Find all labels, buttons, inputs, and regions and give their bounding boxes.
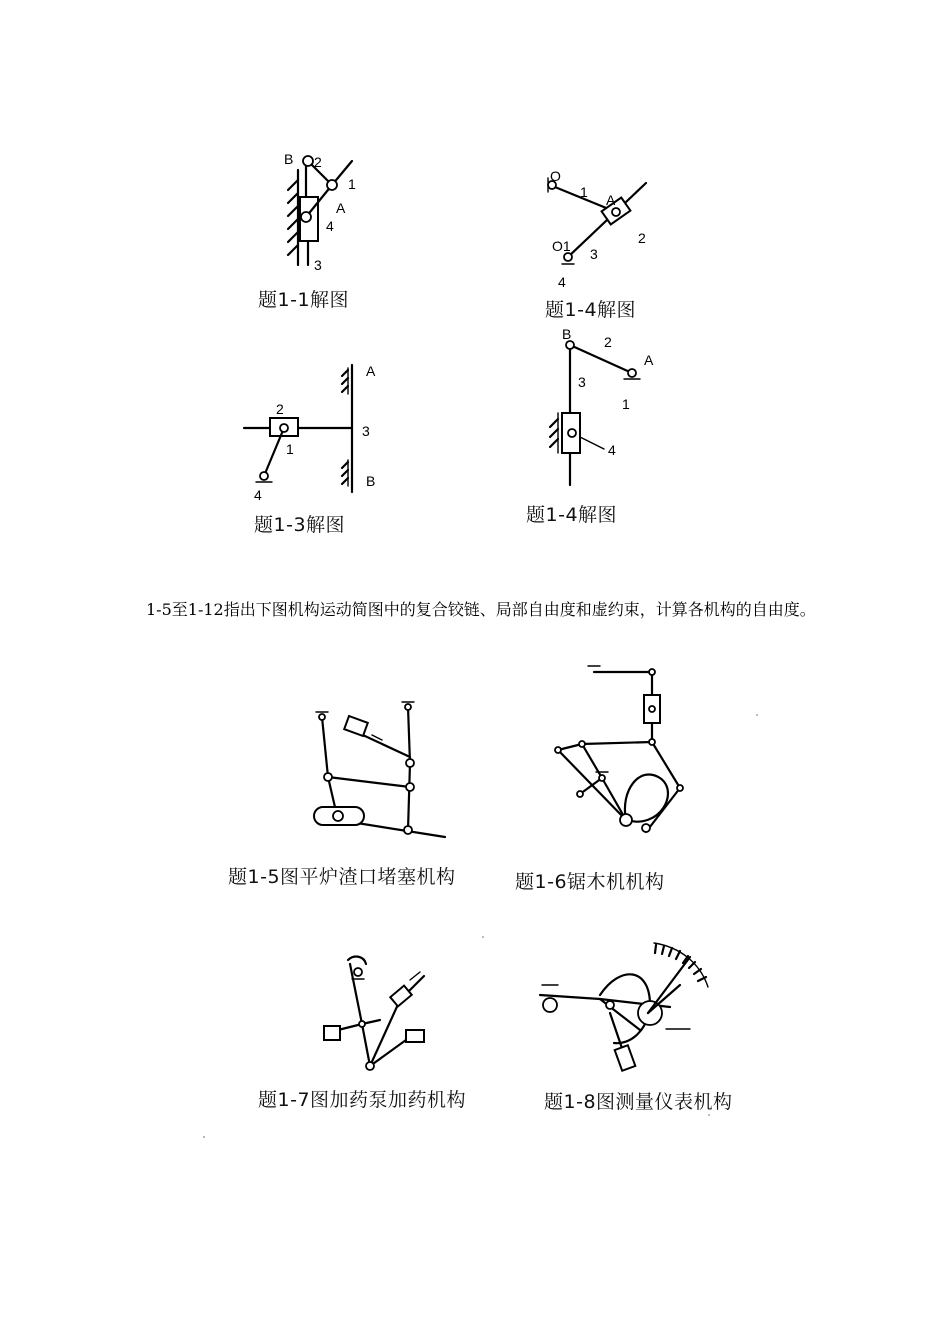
- label-3: 3: [590, 246, 598, 262]
- figure-1-1-diagram: [270, 145, 380, 275]
- label-1: 1: [622, 396, 630, 412]
- label-1: 1: [348, 176, 356, 192]
- label-4: 4: [254, 487, 262, 503]
- label-3: 3: [578, 374, 586, 390]
- mechanism-caption: 题1-6锯木机机构: [515, 871, 665, 893]
- mechanism-1-7-diagram: [310, 950, 440, 1075]
- label-2: 2: [604, 334, 612, 350]
- mechanism-caption: 题1-8图测量仪表机构: [544, 1091, 733, 1113]
- label-1: 1: [580, 184, 588, 200]
- label-2: 2: [276, 401, 284, 417]
- label-A: A: [606, 192, 616, 208]
- label-3: 3: [314, 257, 322, 273]
- label-4: 4: [608, 442, 616, 458]
- mechanism-1-5-diagram: [300, 695, 450, 840]
- figure-1-3-diagram: [240, 360, 400, 503]
- figure-caption: 题1-4解图: [526, 504, 618, 526]
- label-2: 2: [314, 154, 322, 170]
- label-4: 4: [326, 218, 334, 234]
- label-B: B: [366, 473, 376, 489]
- scan-speck: [756, 714, 758, 716]
- label-1: 1: [286, 441, 294, 457]
- mechanism-1-8-diagram: [530, 935, 720, 1075]
- mechanism-1-6-diagram: [540, 660, 700, 840]
- label-A: A: [644, 352, 654, 368]
- label-O: O: [550, 168, 561, 184]
- figure-caption: 题1-1解图: [258, 289, 350, 311]
- label-3: 3: [362, 423, 370, 439]
- label-A: A: [336, 200, 346, 216]
- figure-caption: 题1-4解图: [545, 299, 637, 321]
- figure-1-4-diagram: [540, 325, 670, 495]
- scan-speck: [203, 1136, 205, 1138]
- mechanism-caption: 题1-7图加药泵加药机构: [258, 1089, 467, 1111]
- label-B: B: [562, 326, 572, 342]
- label-4: 4: [558, 274, 566, 290]
- problem-statement: 1-5至1-12指出下图机构运动简图中的复合铰链、局部自由度和虚约束，计算各机构的自由度。: [146, 600, 816, 619]
- label-A: A: [366, 363, 376, 379]
- figure-1-4-diagram: [540, 165, 670, 295]
- label-2: 2: [638, 230, 646, 246]
- figure-caption: 题1-3解图: [254, 514, 346, 536]
- label-O1: O1: [552, 238, 571, 254]
- scan-speck: [708, 1114, 710, 1116]
- mechanism-caption: 题1-5图平炉渣口堵塞机构: [228, 866, 456, 888]
- label-B: B: [284, 151, 294, 167]
- scan-speck: [482, 936, 484, 938]
